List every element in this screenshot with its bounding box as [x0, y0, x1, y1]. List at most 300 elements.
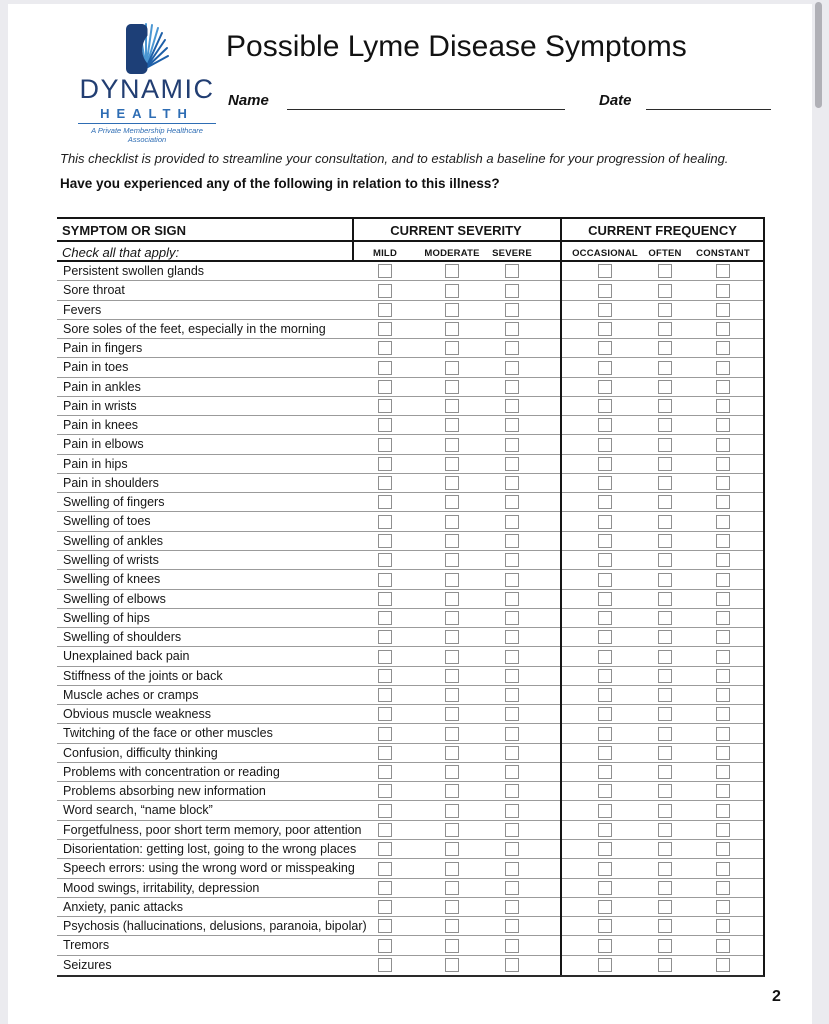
symptom-label: Swelling of elbows	[63, 591, 166, 606]
frequency-occasional-checkbox[interactable]	[598, 707, 612, 721]
frequency-often-checkbox[interactable]	[658, 284, 672, 298]
severity-mild-checkbox[interactable]	[378, 553, 392, 567]
frequency-constant-checkbox[interactable]	[716, 630, 730, 644]
table-row	[57, 801, 763, 820]
severity-mild-checkbox[interactable]	[378, 823, 392, 837]
frequency-constant-checkbox[interactable]	[716, 553, 730, 567]
severity-moderate-checkbox[interactable]	[445, 939, 459, 953]
severe-column-label: SEVERE	[492, 248, 532, 259]
frequency-occasional-checkbox[interactable]	[598, 669, 612, 683]
severity-mild-checkbox[interactable]	[378, 746, 392, 760]
table-row	[57, 416, 763, 435]
frequency-occasional-checkbox[interactable]	[598, 881, 612, 895]
severity-severe-checkbox[interactable]	[505, 784, 519, 798]
severity-mild-checkbox[interactable]	[378, 341, 392, 355]
table-row	[57, 859, 763, 878]
symptom-label: Swelling of knees	[63, 572, 161, 587]
frequency-often-checkbox[interactable]	[658, 573, 672, 587]
frequency-constant-checkbox[interactable]	[716, 534, 730, 548]
frequency-occasional-checkbox[interactable]	[598, 958, 612, 972]
frequency-often-checkbox[interactable]	[658, 650, 672, 664]
frequency-constant-checkbox[interactable]	[716, 573, 730, 587]
frequency-often-checkbox[interactable]	[658, 476, 672, 490]
frequency-occasional-checkbox[interactable]	[598, 842, 612, 856]
severity-mild-checkbox[interactable]	[378, 900, 392, 914]
frequency-often-checkbox[interactable]	[658, 862, 672, 876]
frequency-often-checkbox[interactable]	[658, 495, 672, 509]
frequency-constant-checkbox[interactable]	[716, 592, 730, 606]
frequency-often-checkbox[interactable]	[658, 842, 672, 856]
severity-moderate-checkbox[interactable]	[445, 881, 459, 895]
symptom-label: Disorientation: getting lost, going to the wrong places	[63, 841, 357, 856]
frequency-constant-checkbox[interactable]	[716, 399, 730, 413]
severity-moderate-checkbox[interactable]	[445, 611, 459, 625]
table-row	[57, 320, 763, 339]
frequency-occasional-checkbox[interactable]	[598, 553, 612, 567]
frequency-occasional-checkbox[interactable]	[598, 939, 612, 953]
severity-severe-checkbox[interactable]	[505, 900, 519, 914]
frequency-occasional-checkbox[interactable]	[598, 495, 612, 509]
table-row	[57, 262, 763, 281]
severity-moderate-checkbox[interactable]	[445, 438, 459, 452]
table-row	[57, 590, 763, 609]
frequency-group-header: CURRENT FREQUENCY	[588, 223, 737, 238]
frequency-often-checkbox[interactable]	[658, 611, 672, 625]
name-field-line[interactable]	[287, 108, 565, 110]
severity-mild-checkbox[interactable]	[378, 264, 392, 278]
frequency-constant-checkbox[interactable]	[716, 688, 730, 702]
frequency-occasional-checkbox[interactable]	[598, 804, 612, 818]
severity-mild-checkbox[interactable]	[378, 573, 392, 587]
symptom-label: Stiffness of the joints or back	[63, 668, 223, 683]
frequency-constant-checkbox[interactable]	[716, 939, 730, 953]
mild-column-label: MILD	[372, 248, 398, 259]
frequency-constant-checkbox[interactable]	[716, 457, 730, 471]
frequency-often-checkbox[interactable]	[658, 380, 672, 394]
page-title: Possible Lyme Disease Symptoms	[226, 30, 687, 63]
frequency-constant-checkbox[interactable]	[716, 284, 730, 298]
severity-severe-checkbox[interactable]	[505, 534, 519, 548]
severity-moderate-checkbox[interactable]	[445, 669, 459, 683]
symptom-label: Problems with concentration or reading	[63, 764, 280, 779]
frequency-often-checkbox[interactable]	[658, 418, 672, 432]
severity-severe-checkbox[interactable]	[505, 707, 519, 721]
severity-mild-checkbox[interactable]	[378, 476, 392, 490]
frequency-often-checkbox[interactable]	[658, 303, 672, 317]
severity-mild-checkbox[interactable]	[378, 804, 392, 818]
severity-severe-checkbox[interactable]	[505, 380, 519, 394]
logo-subword: HEALTH	[78, 106, 216, 124]
severity-moderate-checkbox[interactable]	[445, 515, 459, 529]
severity-severe-checkbox[interactable]	[505, 573, 519, 587]
severity-mild-checkbox[interactable]	[378, 303, 392, 317]
frequency-often-checkbox[interactable]	[658, 630, 672, 644]
severity-moderate-checkbox[interactable]	[445, 823, 459, 837]
severity-severe-checkbox[interactable]	[505, 361, 519, 375]
severity-severe-checkbox[interactable]	[505, 630, 519, 644]
table-row	[57, 281, 763, 300]
frequency-occasional-checkbox[interactable]	[598, 534, 612, 548]
table-row	[57, 686, 763, 705]
frequency-occasional-checkbox[interactable]	[598, 862, 612, 876]
symptom-label: Persistent swollen glands	[63, 264, 205, 278]
frequency-often-checkbox[interactable]	[658, 534, 672, 548]
severity-mild-checkbox[interactable]	[378, 784, 392, 798]
frequency-often-checkbox[interactable]	[658, 361, 672, 375]
frequency-occasional-checkbox[interactable]	[598, 284, 612, 298]
severity-mild-checkbox[interactable]	[378, 630, 392, 644]
severity-moderate-checkbox[interactable]	[445, 399, 459, 413]
frequency-occasional-checkbox[interactable]	[598, 765, 612, 779]
frequency-occasional-checkbox[interactable]	[598, 630, 612, 644]
severity-severe-checkbox[interactable]	[505, 418, 519, 432]
severity-mild-checkbox[interactable]	[378, 958, 392, 972]
severity-moderate-checkbox[interactable]	[445, 380, 459, 394]
severity-moderate-checkbox[interactable]	[445, 418, 459, 432]
severity-moderate-checkbox[interactable]	[445, 862, 459, 876]
frequency-often-checkbox[interactable]	[658, 341, 672, 355]
severity-severe-checkbox[interactable]	[505, 515, 519, 529]
severity-severe-checkbox[interactable]	[505, 264, 519, 278]
severity-severe-checkbox[interactable]	[505, 823, 519, 837]
severity-moderate-checkbox[interactable]	[445, 958, 459, 972]
severity-severe-checkbox[interactable]	[505, 650, 519, 664]
symptom-label: Twitching of the face or other muscles	[63, 726, 273, 741]
constant-column-label: CONSTANT	[696, 248, 750, 259]
severity-mild-checkbox[interactable]	[378, 688, 392, 702]
severity-mild-checkbox[interactable]	[378, 457, 392, 471]
frequency-constant-checkbox[interactable]	[716, 264, 730, 278]
frequency-occasional-checkbox[interactable]	[598, 573, 612, 587]
frequency-often-checkbox[interactable]	[658, 707, 672, 721]
severity-moderate-checkbox[interactable]	[445, 553, 459, 567]
frequency-constant-checkbox[interactable]	[716, 707, 730, 721]
severity-severe-checkbox[interactable]	[505, 958, 519, 972]
severity-severe-checkbox[interactable]	[505, 322, 519, 336]
symptom-table	[57, 217, 765, 977]
frequency-occasional-checkbox[interactable]	[598, 438, 612, 452]
frequency-often-checkbox[interactable]	[658, 457, 672, 471]
severity-moderate-checkbox[interactable]	[445, 630, 459, 644]
severity-moderate-checkbox[interactable]	[445, 573, 459, 587]
symptom-label: Pain in fingers	[63, 341, 143, 356]
frequency-constant-checkbox[interactable]	[716, 515, 730, 529]
frequency-occasional-checkbox[interactable]	[598, 380, 612, 394]
frequency-often-checkbox[interactable]	[658, 592, 672, 606]
frequency-occasional-checkbox[interactable]	[598, 341, 612, 355]
table-row	[57, 301, 763, 320]
severity-severe-checkbox[interactable]	[505, 765, 519, 779]
severity-moderate-checkbox[interactable]	[445, 784, 459, 798]
frequency-often-checkbox[interactable]	[658, 438, 672, 452]
date-field-line[interactable]	[646, 108, 771, 110]
frequency-often-checkbox[interactable]	[658, 399, 672, 413]
frequency-constant-checkbox[interactable]	[716, 862, 730, 876]
frequency-constant-checkbox[interactable]	[716, 611, 730, 625]
severity-mild-checkbox[interactable]	[378, 361, 392, 375]
frequency-often-checkbox[interactable]	[658, 746, 672, 760]
frequency-constant-checkbox[interactable]	[716, 341, 730, 355]
symptom-label: Pain in ankles	[63, 379, 141, 394]
severity-severe-checkbox[interactable]	[505, 746, 519, 760]
severity-severe-checkbox[interactable]	[505, 303, 519, 317]
frequency-often-checkbox[interactable]	[658, 958, 672, 972]
frequency-often-checkbox[interactable]	[658, 919, 672, 933]
severity-group-header: CURRENT SEVERITY	[390, 223, 522, 238]
severity-moderate-checkbox[interactable]	[445, 707, 459, 721]
severity-severe-checkbox[interactable]	[505, 495, 519, 509]
severity-moderate-checkbox[interactable]	[445, 919, 459, 933]
symptom-label: Swelling of fingers	[63, 495, 165, 510]
frequency-often-checkbox[interactable]	[658, 553, 672, 567]
logo-wordmark: DYNAMIC	[79, 74, 215, 104]
frequency-occasional-checkbox[interactable]	[598, 322, 612, 336]
header-vertical-divider	[560, 219, 562, 260]
severity-mild-checkbox[interactable]	[378, 650, 392, 664]
frequency-constant-checkbox[interactable]	[716, 746, 730, 760]
frequency-occasional-checkbox[interactable]	[598, 688, 612, 702]
table-row	[57, 667, 763, 686]
symptom-label: Sore throat	[63, 283, 125, 298]
frequency-often-checkbox[interactable]	[658, 823, 672, 837]
table-row	[57, 358, 763, 377]
severity-moderate-checkbox[interactable]	[445, 341, 459, 355]
symptom-label: Unexplained back pain	[63, 649, 190, 664]
frequency-occasional-checkbox[interactable]	[598, 515, 612, 529]
table-row	[57, 551, 763, 570]
frequency-occasional-checkbox[interactable]	[598, 592, 612, 606]
symptom-label: Obvious muscle weakness	[63, 707, 211, 722]
frequency-often-checkbox[interactable]	[658, 881, 672, 895]
frequency-constant-checkbox[interactable]	[716, 476, 730, 490]
severity-mild-checkbox[interactable]	[378, 842, 392, 856]
table-row	[57, 378, 763, 397]
table-row	[57, 744, 763, 763]
table-row	[57, 455, 763, 474]
severity-severe-checkbox[interactable]	[505, 669, 519, 683]
severity-severe-checkbox[interactable]	[505, 727, 519, 741]
severity-mild-checkbox[interactable]	[378, 862, 392, 876]
frequency-occasional-checkbox[interactable]	[598, 919, 612, 933]
symptom-label: Pain in elbows	[63, 437, 144, 452]
table-row	[57, 397, 763, 416]
severity-moderate-checkbox[interactable]	[445, 592, 459, 606]
table-row	[57, 339, 763, 358]
severity-moderate-checkbox[interactable]	[445, 476, 459, 490]
symptom-column-header: SYMPTOM OR SIGN	[62, 223, 186, 238]
severity-moderate-checkbox[interactable]	[445, 746, 459, 760]
table-row	[57, 512, 763, 531]
severity-moderate-checkbox[interactable]	[445, 495, 459, 509]
severity-severe-checkbox[interactable]	[505, 919, 519, 933]
severity-severe-checkbox[interactable]	[505, 438, 519, 452]
frequency-constant-checkbox[interactable]	[716, 765, 730, 779]
frequency-occasional-checkbox[interactable]	[598, 264, 612, 278]
frequency-constant-checkbox[interactable]	[716, 438, 730, 452]
severity-moderate-checkbox[interactable]	[445, 534, 459, 548]
frequency-constant-checkbox[interactable]	[716, 823, 730, 837]
frequency-occasional-checkbox[interactable]	[598, 303, 612, 317]
symptom-label: Pain in knees	[63, 418, 139, 433]
severity-mild-checkbox[interactable]	[378, 939, 392, 953]
severity-mild-checkbox[interactable]	[378, 534, 392, 548]
frequency-often-checkbox[interactable]	[658, 669, 672, 683]
symptom-label: Anxiety, panic attacks	[63, 899, 183, 914]
severity-mild-checkbox[interactable]	[378, 515, 392, 529]
severity-moderate-checkbox[interactable]	[445, 765, 459, 779]
frequency-often-checkbox[interactable]	[658, 939, 672, 953]
frequency-constant-checkbox[interactable]	[716, 495, 730, 509]
symptom-label: Swelling of toes	[63, 514, 151, 529]
table-row	[57, 724, 763, 743]
frequency-constant-checkbox[interactable]	[716, 380, 730, 394]
frequency-occasional-checkbox[interactable]	[598, 727, 612, 741]
severity-mild-checkbox[interactable]	[378, 707, 392, 721]
frequency-often-checkbox[interactable]	[658, 765, 672, 779]
severity-mild-checkbox[interactable]	[378, 284, 392, 298]
intro-note: This checklist is provided to streamline your consultation, and to establish a baseline for your progression of healing.	[60, 151, 729, 166]
severity-moderate-checkbox[interactable]	[445, 900, 459, 914]
table-row	[57, 898, 763, 917]
frequency-constant-checkbox[interactable]	[716, 900, 730, 914]
frequency-constant-checkbox[interactable]	[716, 418, 730, 432]
symptom-label: Problems absorbing new information	[63, 784, 266, 799]
frequency-often-checkbox[interactable]	[658, 727, 672, 741]
severity-moderate-checkbox[interactable]	[445, 361, 459, 375]
table-body	[57, 262, 765, 977]
severity-moderate-checkbox[interactable]	[445, 804, 459, 818]
frequency-occasional-checkbox[interactable]	[598, 476, 612, 490]
frequency-constant-checkbox[interactable]	[716, 804, 730, 818]
dynamic-health-logo	[72, 22, 222, 144]
severity-moderate-checkbox[interactable]	[445, 842, 459, 856]
symptom-label: Swelling of wrists	[63, 552, 159, 567]
frequency-often-checkbox[interactable]	[658, 515, 672, 529]
severity-moderate-checkbox[interactable]	[445, 650, 459, 664]
table-row	[57, 917, 763, 936]
frequency-occasional-checkbox[interactable]	[598, 823, 612, 837]
logo-tagline: A Private Membership Healthcare Association	[91, 126, 203, 144]
severity-mild-checkbox[interactable]	[378, 881, 392, 895]
severity-severe-checkbox[interactable]	[505, 939, 519, 953]
frequency-occasional-checkbox[interactable]	[598, 457, 612, 471]
symptom-label: Swelling of hips	[63, 610, 150, 625]
symptom-label: Pain in hips	[63, 456, 128, 471]
severity-moderate-checkbox[interactable]	[445, 303, 459, 317]
severity-mild-checkbox[interactable]	[378, 919, 392, 933]
frequency-constant-checkbox[interactable]	[716, 842, 730, 856]
frequency-occasional-checkbox[interactable]	[598, 650, 612, 664]
severity-severe-checkbox[interactable]	[505, 476, 519, 490]
table-row	[57, 821, 763, 840]
frequency-constant-checkbox[interactable]	[716, 919, 730, 933]
symptom-label: Muscle aches or cramps	[63, 687, 199, 702]
frequency-often-checkbox[interactable]	[658, 688, 672, 702]
severity-moderate-checkbox[interactable]	[445, 284, 459, 298]
severity-severe-checkbox[interactable]	[505, 688, 519, 702]
table-row	[57, 936, 763, 955]
frequency-often-checkbox[interactable]	[658, 900, 672, 914]
frequency-constant-checkbox[interactable]	[716, 669, 730, 683]
severity-severe-checkbox[interactable]	[505, 842, 519, 856]
severity-mild-checkbox[interactable]	[378, 727, 392, 741]
severity-mild-checkbox[interactable]	[378, 669, 392, 683]
frequency-often-checkbox[interactable]	[658, 264, 672, 278]
table-row	[57, 879, 763, 898]
intro-question: Have you experienced any of the following in relation to this illness?	[60, 176, 500, 191]
severity-mild-checkbox[interactable]	[378, 322, 392, 336]
severity-mild-checkbox[interactable]	[378, 611, 392, 625]
symptom-label: Seizures	[63, 957, 112, 972]
frequency-constant-checkbox[interactable]	[716, 881, 730, 895]
table-row	[57, 570, 763, 589]
severity-mild-checkbox[interactable]	[378, 438, 392, 452]
severity-mild-checkbox[interactable]	[378, 592, 392, 606]
symptom-label: Forgetfulness, poor short term memory, poor attention	[63, 822, 362, 837]
frequency-constant-checkbox[interactable]	[716, 784, 730, 798]
frequency-occasional-checkbox[interactable]	[598, 900, 612, 914]
severity-moderate-checkbox[interactable]	[445, 727, 459, 741]
frequency-constant-checkbox[interactable]	[716, 361, 730, 375]
frequency-occasional-checkbox[interactable]	[598, 399, 612, 413]
frequency-often-checkbox[interactable]	[658, 322, 672, 336]
table-row	[57, 435, 763, 454]
page-number: 2	[772, 988, 781, 1005]
table-header	[57, 217, 765, 262]
severity-severe-checkbox[interactable]	[505, 399, 519, 413]
frequency-occasional-checkbox[interactable]	[598, 418, 612, 432]
severity-mild-checkbox[interactable]	[378, 765, 392, 779]
symptom-label: Confusion, difficulty thinking	[63, 745, 218, 760]
frequency-often-checkbox[interactable]	[658, 804, 672, 818]
name-label: Name	[228, 92, 269, 109]
frequency-occasional-checkbox[interactable]	[598, 746, 612, 760]
table-row	[57, 647, 763, 666]
date-label: Date	[599, 92, 632, 109]
frequency-constant-checkbox[interactable]	[716, 322, 730, 336]
severity-severe-checkbox[interactable]	[505, 284, 519, 298]
frequency-constant-checkbox[interactable]	[716, 727, 730, 741]
severity-moderate-checkbox[interactable]	[445, 264, 459, 278]
frequency-occasional-checkbox[interactable]	[598, 611, 612, 625]
severity-moderate-checkbox[interactable]	[445, 688, 459, 702]
severity-severe-checkbox[interactable]	[505, 592, 519, 606]
severity-mild-checkbox[interactable]	[378, 380, 392, 394]
severity-severe-checkbox[interactable]	[505, 862, 519, 876]
severity-severe-checkbox[interactable]	[505, 341, 519, 355]
severity-severe-checkbox[interactable]	[505, 881, 519, 895]
frequency-occasional-checkbox[interactable]	[598, 361, 612, 375]
severity-severe-checkbox[interactable]	[505, 553, 519, 567]
frequency-constant-checkbox[interactable]	[716, 650, 730, 664]
severity-mild-checkbox[interactable]	[378, 495, 392, 509]
severity-moderate-checkbox[interactable]	[445, 457, 459, 471]
severity-mild-checkbox[interactable]	[378, 399, 392, 413]
severity-severe-checkbox[interactable]	[505, 457, 519, 471]
frequency-constant-checkbox[interactable]	[716, 303, 730, 317]
frequency-constant-checkbox[interactable]	[716, 958, 730, 972]
severity-mild-checkbox[interactable]	[378, 418, 392, 432]
table-row	[57, 763, 763, 782]
scrollbar-thumb[interactable]	[815, 2, 822, 108]
frequency-occasional-checkbox[interactable]	[598, 784, 612, 798]
severity-severe-checkbox[interactable]	[505, 804, 519, 818]
symptom-label: Fevers	[63, 302, 102, 317]
frequency-often-checkbox[interactable]	[658, 784, 672, 798]
symptom-label: Speech errors: using the wrong word or misspeaking	[63, 861, 355, 876]
severity-severe-checkbox[interactable]	[505, 611, 519, 625]
severity-moderate-checkbox[interactable]	[445, 322, 459, 336]
